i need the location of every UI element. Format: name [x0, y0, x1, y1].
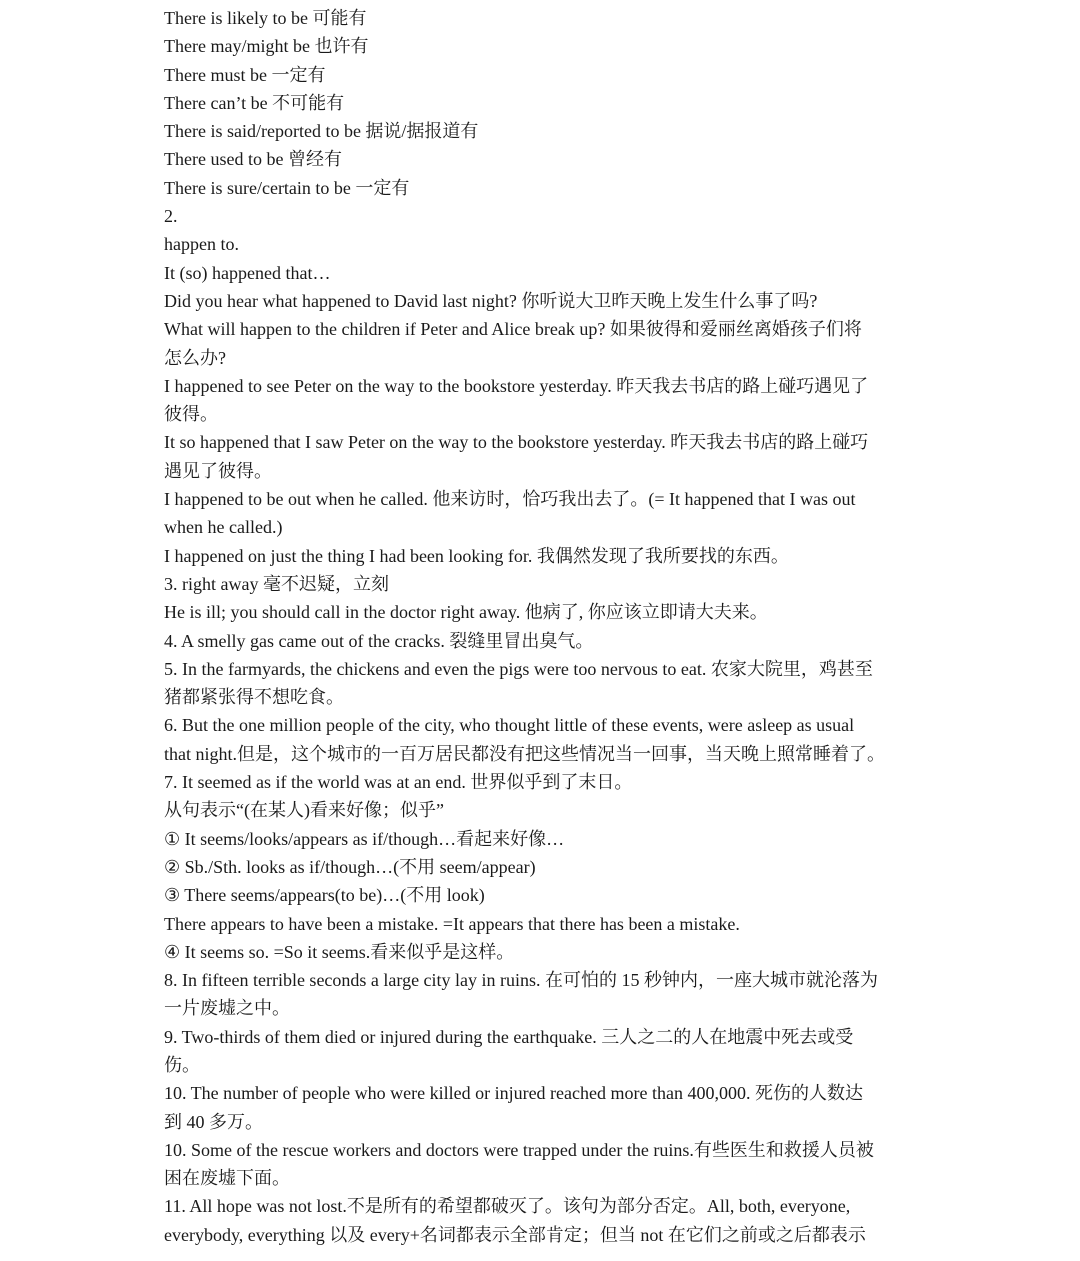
- text-line: 6. But the one million people of the city, who thought little of these events, were asleep as usual: [164, 715, 855, 736]
- document-page: [164, 4, 918, 1249]
- list-item: ① It seems/looks/appears as if/though…看起来好像…: [164, 828, 565, 849]
- text-line: I happened to be out when he called. 他来访时，恰巧我出去了。(= It happened that I was out: [164, 489, 856, 510]
- text-line: It (so) happened that…: [164, 262, 331, 283]
- text-line: 伤。: [164, 1054, 200, 1075]
- text-line: 7. It seemed as if the world was at an end. 世界似乎到了末日。: [164, 772, 633, 793]
- text-line: everybody, everything 以及 every+名词都表示全部肯定；但当 not 在它们之前或之后都表示: [164, 1224, 866, 1245]
- text-line: 10. Some of the rescue workers and doctors were trapped under the ruins.有些医生和救援人员被: [164, 1139, 874, 1160]
- text-line: There is sure/certain to be 一定有: [164, 177, 410, 198]
- text-line: I happened on just the thing I had been looking for. 我偶然发现了我所要找的东西。: [164, 545, 789, 566]
- text-line: 4. A smelly gas came out of the cracks. 裂缝里冒出臭气。: [164, 630, 594, 651]
- text-line: 一片废墟之中。: [164, 998, 290, 1019]
- text-line: 怎么办?: [164, 347, 226, 368]
- text-line: I happened to see Peter on the way to the bookstore yesterday. 昨天我去书店的路上碰巧遇见了: [164, 375, 869, 396]
- text-line: There must be 一定有: [164, 64, 326, 85]
- text-line: 9. Two-thirds of them died or injured during the earthquake. 三人之二的人在地震中死去或受: [164, 1026, 854, 1047]
- text-line: 11. All hope was not lost.不是所有的希望都破灭了。该句为部分否定。All, both, everyone,: [164, 1196, 851, 1217]
- text-line: 遇见了彼得。: [164, 460, 272, 481]
- text-line: There used to be 曾经有: [164, 149, 342, 170]
- text-line: There is said/reported to be 据说/据报道有: [164, 121, 479, 142]
- text-line: that night.但是，这个城市的一百万居民都没有把这些情况当一回事，当天晚上照常睡着了。: [164, 743, 885, 764]
- text-line: There can’t be 不可能有: [164, 92, 345, 113]
- text-line: 彼得。: [164, 404, 218, 425]
- text-line: 3. right away 毫不迟疑，立刻: [164, 573, 389, 594]
- text-line: 到 40 多万。: [164, 1111, 263, 1132]
- text-line: when he called.): [164, 517, 283, 538]
- text-line: It so happened that I saw Peter on the way to the bookstore yesterday. 昨天我去书店的路上碰巧: [164, 432, 869, 453]
- text-line: 猪都紧张得不想吃食。: [164, 687, 344, 708]
- text-line: There is likely to be 可能有: [164, 8, 367, 28]
- text-line: He is ill; you should call in the doctor right away. 他病了, 你应该立即请大夫来。: [164, 602, 768, 623]
- list-item: ③ There seems/appears(to be)…(不用 look): [164, 885, 485, 906]
- text-line: happen to.: [164, 234, 239, 255]
- text-line: 5. In the farmyards, the chickens and even the pigs were too nervous to eat. 农家大院里，鸡甚至: [164, 658, 873, 679]
- text-line: 困在废墟下面。: [164, 1168, 290, 1189]
- text-line: There appears to have been a mistake. =It appears that there has been a mistake.: [164, 913, 740, 934]
- text-line: There may/might be 也许有: [164, 36, 369, 57]
- text-line: 10. The number of people who were killed or injured reached more than 400,000. 死伤的人数达: [164, 1083, 863, 1104]
- list-item: ② Sb./Sth. looks as if/though…(不用 seem/appear): [164, 856, 536, 877]
- text-line: What will happen to the children if Peter and Alice break up? 如果彼得和爱丽丝离婚孩子们将: [164, 319, 862, 340]
- list-item: ④ It seems so. =So it seems.看来似乎是这样。: [164, 941, 515, 962]
- text-line: 8. In fifteen terrible seconds a large city lay in ruins. 在可怕的 15 秒钟内，一座大城市就沦落为: [164, 970, 879, 991]
- section-number: 2.: [164, 206, 178, 227]
- text-line: Did you hear what happened to David last night? 你听说大卫昨天晚上发生什么事了吗?: [164, 290, 818, 311]
- text-line: 从句表示“(在某人)看来好像；似乎”: [164, 800, 444, 821]
